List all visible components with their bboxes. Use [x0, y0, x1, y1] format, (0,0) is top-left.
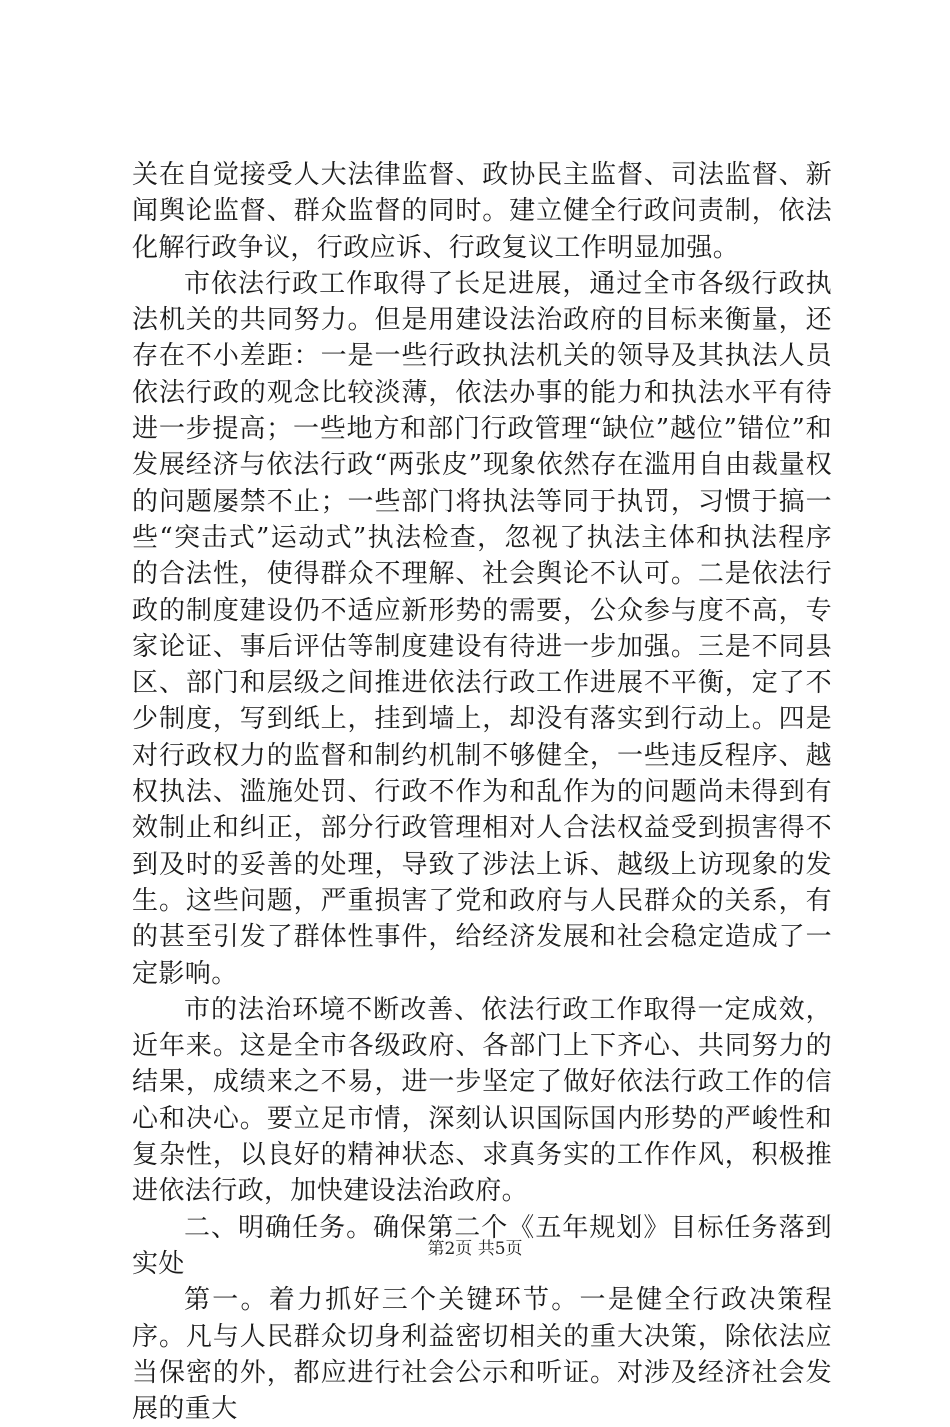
section-heading-tasks: 二、明确任务。确保第二个《五年规划》目标任务落到实处	[132, 1212, 832, 1279]
paragraph-continuation: 关在自觉接受人大法律监督、政协民主监督、司法监督、新闻舆论监督、群众监督的同时。建立健全行政问责制，依法化解行政争议，行政应诉、行政复议工作明显加强。	[132, 160, 832, 263]
page-number-footer: 第2页 共5页	[427, 1239, 523, 1259]
paragraph-shortcomings: 市依法行政工作取得了长足进展，通过全市各级行政执法机关的共同努力。但是用建设法治政府的目标来衡量，还存在不小差距：一是一些行政执法机关的领导及其执法人员依法行政的观念比较淡薄，依法办事的能力和执法水平有待进一步提高；一些地方和部门行政管理“缺位”越位”错位”和发展经济与依法行政“两张皮”现象依然存在滥用自由裁量权的问题屡禁不止；一些部门将执法等同于执罚，习惯于搞一些“突击式”运动式”执法检查，忽视了执法主体和执法程序的合法性，使得群众不理解、社会舆论不认可。二是依法行政的制度建设仍不适应新形势的需要，公众参与度不高，专家论证、事后评估等制度建设有待进一步加强。三是不同县区、部门和层级之间推进依法行政工作进展不平衡，定了不少制度，写到纸上，挂到墙上，却没有落实到行动上。四是对行政权力的监督和制约机制不够健全，一些违反程序、越权执法、滥施处罚、行政不作为和乱作为的问题尚未得到有效制止和纠正，部分行政管理相对人合法权益受到损害得不到及时的妥善的处理，导致了涉法上诉、越级上访现象的发生。这些问题，严重损害了党和政府与人民群众的关系，有的甚至引发了群体性事件，给经济发展和社会稳定造成了一定影响。	[132, 268, 832, 989]
paragraph-key-steps: 第一。着力抓好三个关键环节。一是健全行政决策程序。凡与人民群众切身利益密切相关的重大决策，除依法应当保密的外，都应进行社会公示和听证。对涉及经济社会发展的重大	[132, 1285, 832, 1425]
paragraph-achievements: 市的法治环境不断改善、依法行政工作取得一定成效，近年来。这是全市各级政府、各部门上下齐心、共同努力的结果，成绩来之不易，进一步坚定了做好依法行政工作的信心和决心。要立足市情，深刻认识国际国内形势的严峻性和复杂性，以良好的精神状态、求真务实的工作作风，积极推进依法行政，加快建设法治政府。	[132, 994, 832, 1207]
